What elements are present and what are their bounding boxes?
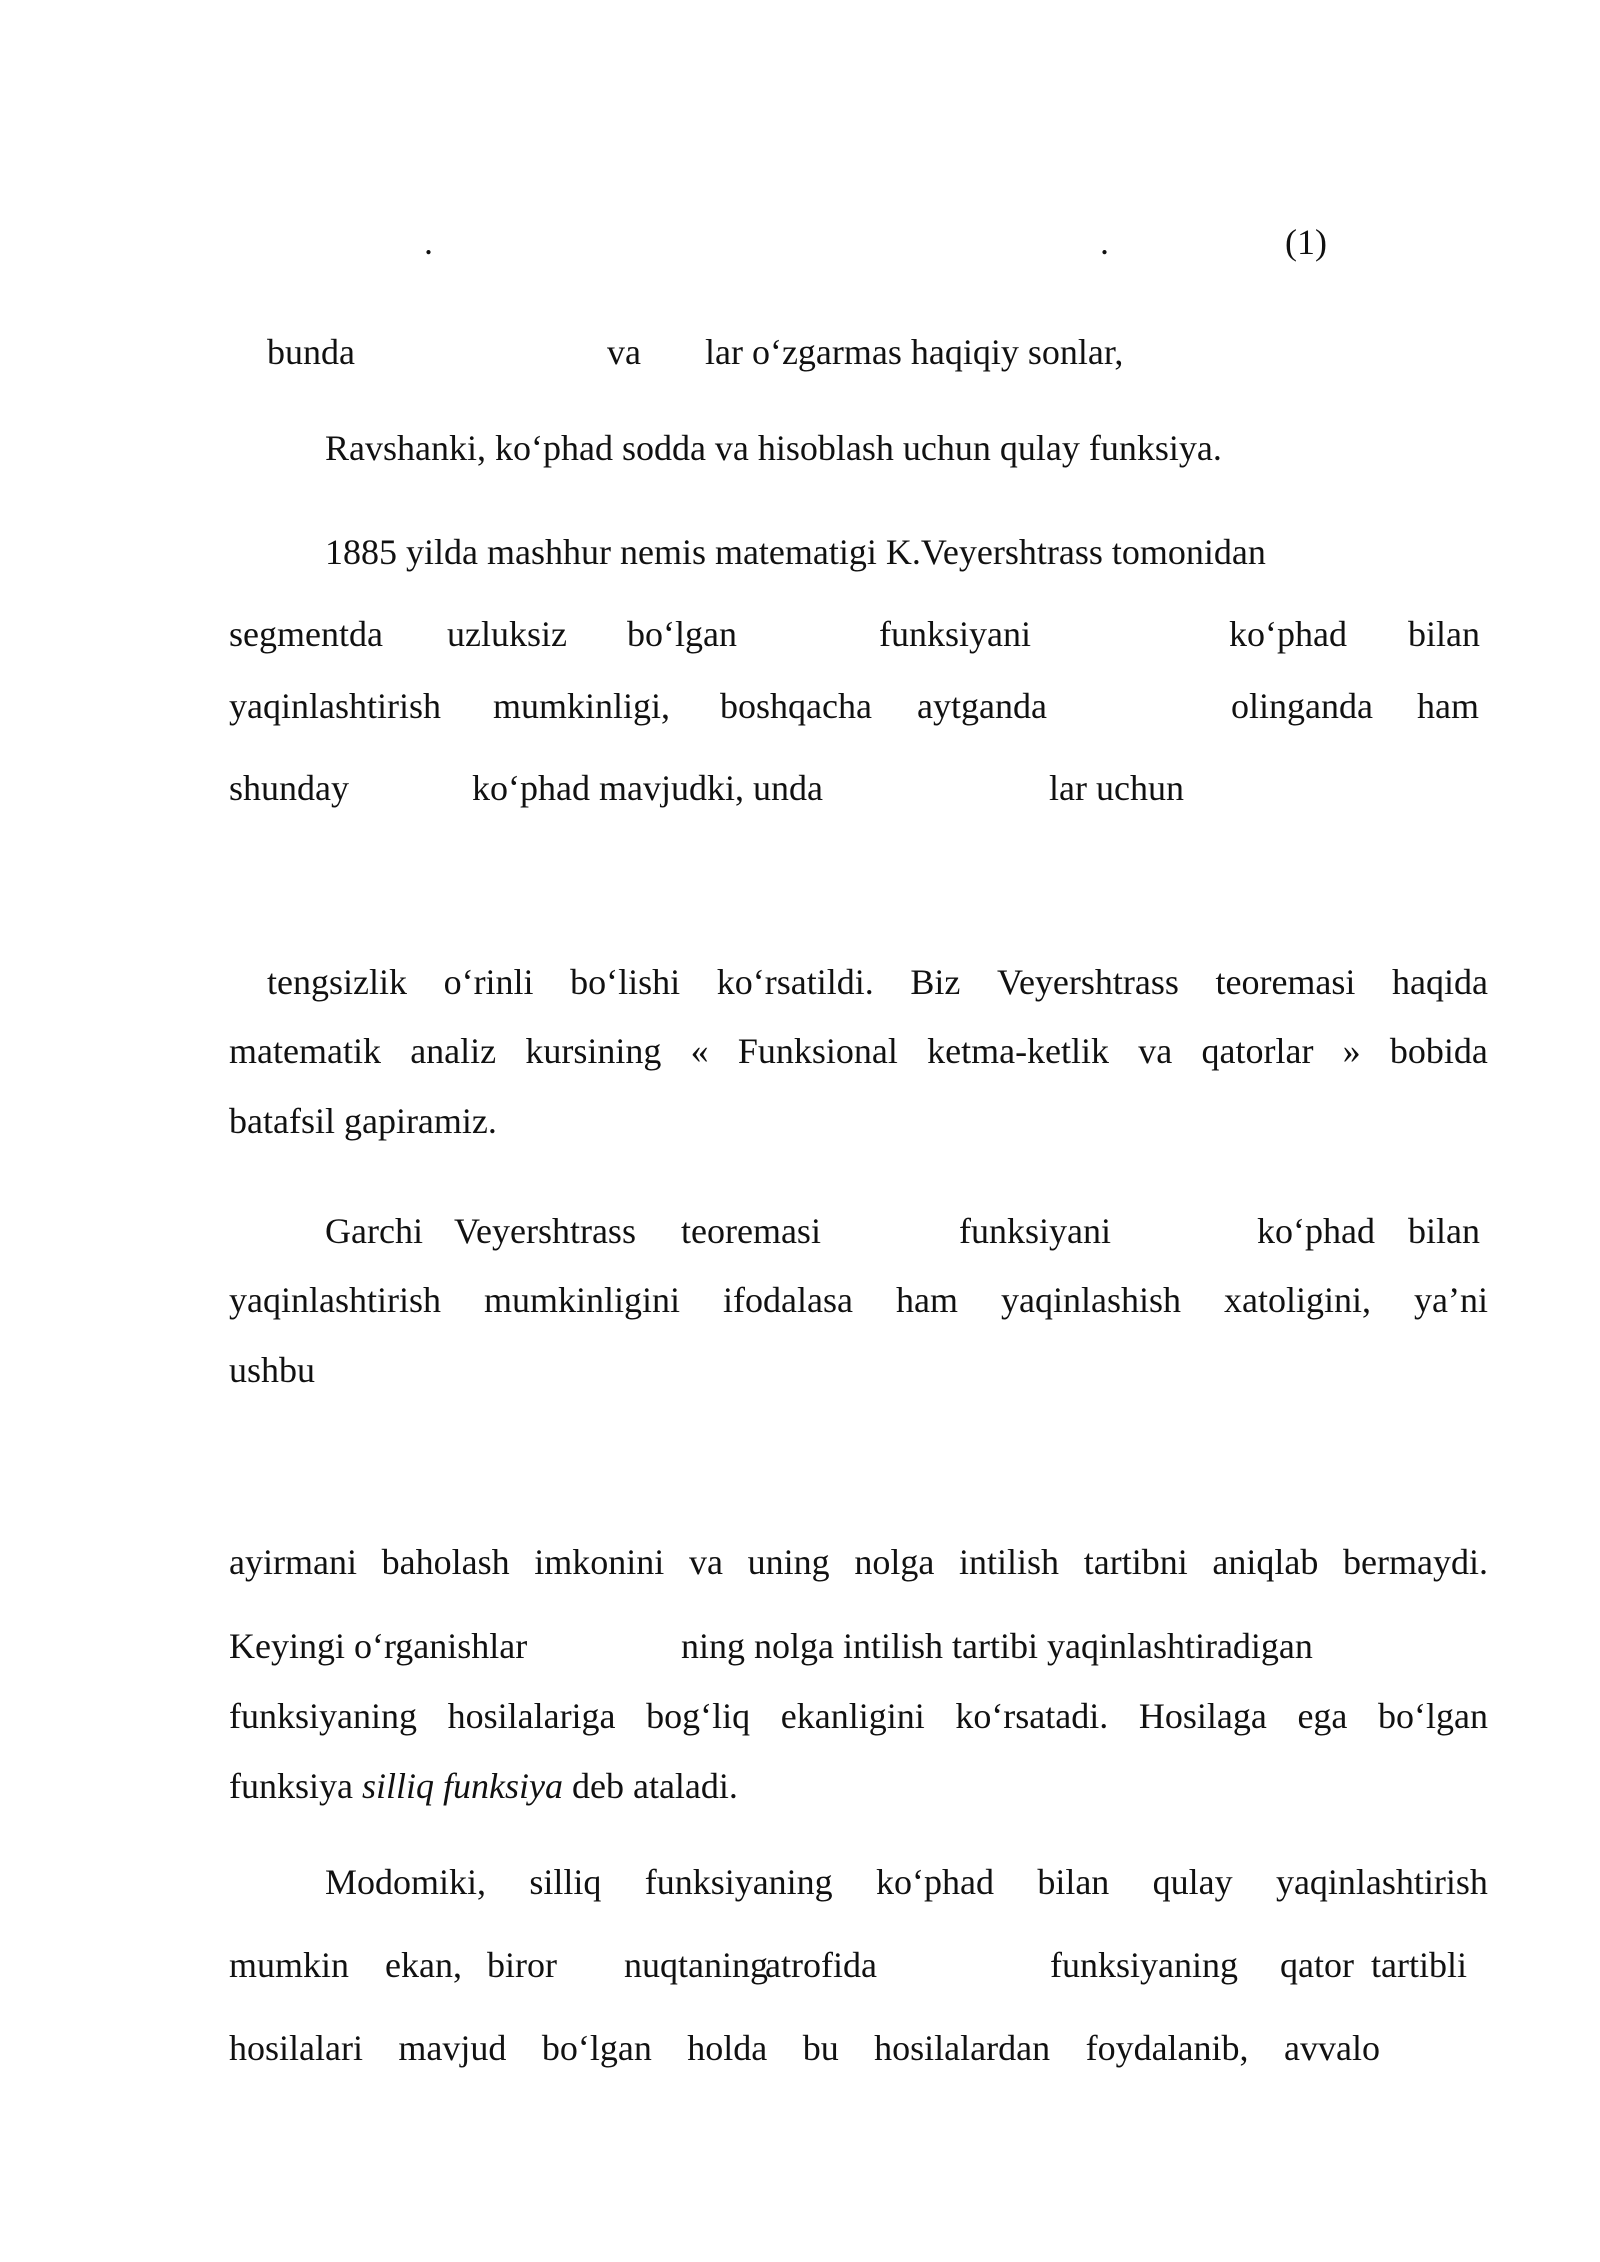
text-va: va bbox=[607, 332, 641, 372]
word: ekan, bbox=[385, 1945, 462, 1985]
word: o‘rinli bbox=[443, 962, 534, 1002]
word: « bbox=[690, 1031, 709, 1071]
word: boshqacha bbox=[720, 686, 872, 726]
text: deb ataladi. bbox=[562, 1766, 738, 1806]
word: mumkinligini bbox=[484, 1280, 681, 1320]
paragraph-tengsizlik-line1 bbox=[267, 960, 1488, 1004]
word: yaqinlashtirish bbox=[1275, 1862, 1488, 1902]
equation-dot: . bbox=[424, 222, 433, 262]
paragraph-tengsizlik-line3: batafsil gapiramiz. bbox=[229, 1101, 497, 1141]
word: mumkin bbox=[229, 1945, 350, 1985]
paragraph-funksiyaning-line: funksiyaning hosilalariga bog‘liq ekanligini ko‘rsatadi. Hosilaga ega bo‘lgan bbox=[229, 1696, 1488, 1736]
paragraph-garchi-line3: ushbu bbox=[229, 1350, 316, 1390]
word: ko‘phad bbox=[876, 1862, 994, 1902]
word: haqida bbox=[1392, 962, 1488, 1002]
word: Veyershtrass bbox=[454, 1211, 636, 1251]
paragraph-keyingi-part2: ning nolga intilish tartibi yaqinlashtiradigan bbox=[681, 1626, 1313, 1666]
word: qator bbox=[1280, 1945, 1354, 1985]
word: bobida bbox=[1389, 1031, 1488, 1071]
word: bo‘lgan bbox=[541, 2028, 652, 2068]
word: Biz bbox=[910, 962, 961, 1002]
word: va bbox=[1138, 1031, 1173, 1071]
word: ko‘phad bbox=[1257, 1211, 1375, 1251]
word: ko‘phad bbox=[1229, 614, 1347, 654]
word: nuqtaning bbox=[624, 1945, 768, 1985]
paragraph-ayirmani-line1: ayirmani baholash imkonini va uning nolga intilish tartibni aniqlab bermaydi. bbox=[229, 1542, 1488, 1582]
word: mumkinligi, bbox=[493, 686, 671, 726]
word: teoremasi bbox=[681, 1211, 821, 1251]
text: funksiya bbox=[229, 1766, 362, 1806]
word: » bbox=[1342, 1031, 1361, 1071]
word: bo‘lishi bbox=[570, 962, 681, 1002]
word: bilan bbox=[1408, 1211, 1480, 1251]
text-bunda: bunda bbox=[267, 332, 355, 372]
word: funksiyani bbox=[959, 1211, 1111, 1251]
paragraph-modomiki-line1 bbox=[325, 1860, 1488, 1904]
word: hosilalardan bbox=[874, 2028, 1051, 2068]
paragraph-modomiki-line3 bbox=[229, 2026, 1380, 2070]
word: ko‘rsatildi. bbox=[716, 962, 874, 1002]
word: mavjud bbox=[398, 2028, 507, 2068]
word: kursining bbox=[525, 1031, 662, 1071]
word: bo‘lgan bbox=[627, 614, 737, 654]
word: Modomiki, bbox=[325, 1862, 487, 1902]
word: yaqinlashtirish bbox=[229, 1280, 441, 1320]
word: avvalo bbox=[1283, 2028, 1380, 2068]
word: hosilalari bbox=[229, 2028, 363, 2068]
word: xatoligini, bbox=[1223, 1280, 1371, 1320]
word: Veyershtrass bbox=[996, 962, 1179, 1002]
word: ham bbox=[1417, 686, 1479, 726]
word: holda bbox=[687, 2028, 768, 2068]
word: yaqinlashtirish bbox=[229, 686, 441, 726]
word: Funksional bbox=[737, 1031, 898, 1071]
paragraph-ravshanki: Ravshanki, ko‘phad sodda va hisoblash uchun qulay funksiya. bbox=[325, 428, 1222, 468]
word: matematik bbox=[229, 1031, 381, 1071]
word: aytganda bbox=[917, 686, 1047, 726]
word: bu bbox=[802, 2028, 839, 2068]
word: tartibli bbox=[1371, 1945, 1467, 1985]
paragraph-silliq-line bbox=[229, 1764, 738, 1808]
paragraph-garchi-line2 bbox=[229, 1278, 1488, 1322]
word: bilan bbox=[1408, 614, 1480, 654]
word: foydalanib, bbox=[1085, 2028, 1249, 2068]
word: lar uchun bbox=[1049, 768, 1184, 808]
word: funksiyaning bbox=[644, 1862, 833, 1902]
text-lar: lar o‘zgarmas haqiqiy sonlar, bbox=[705, 332, 1124, 372]
word: silliq bbox=[529, 1862, 602, 1902]
word: funksiyaning bbox=[1050, 1945, 1238, 1985]
word: analiz bbox=[410, 1031, 497, 1071]
word: tengsizlik bbox=[267, 962, 407, 1002]
word: yaqinlashish bbox=[1000, 1280, 1181, 1320]
word: uzluksiz bbox=[447, 614, 567, 654]
word: teoremasi bbox=[1215, 962, 1356, 1002]
word: shunday bbox=[229, 768, 349, 808]
paragraph-tengsizlik-line2 bbox=[229, 1029, 1488, 1073]
paragraph-keyingi-part1: Keyingi o‘rganishlar bbox=[229, 1626, 528, 1666]
equation-number: (1) bbox=[1285, 222, 1327, 262]
word: ketma-ketlik bbox=[927, 1031, 1110, 1071]
word: qatorlar bbox=[1201, 1031, 1314, 1071]
word: atrofida bbox=[765, 1945, 877, 1985]
word: ifodalasa bbox=[723, 1280, 853, 1320]
word: ham bbox=[895, 1280, 958, 1320]
word: segmentda bbox=[229, 614, 383, 654]
word: qulay bbox=[1152, 1862, 1233, 1902]
paragraph-veyershtrass-line1: 1885 yilda mashhur nemis matematigi K.Veyershtrass tomonidan bbox=[325, 532, 1266, 572]
word: Garchi bbox=[325, 1211, 423, 1251]
word: funksiyani bbox=[879, 614, 1031, 654]
word: olinganda bbox=[1231, 686, 1373, 726]
word: ya’ni bbox=[1414, 1280, 1488, 1320]
word: bilan bbox=[1037, 1862, 1110, 1902]
equation-dot: . bbox=[1100, 222, 1109, 262]
word: ko‘phad mavjudki, unda bbox=[472, 768, 823, 808]
word: biror bbox=[487, 1945, 557, 1985]
italic-term: silliq funksiya bbox=[361, 1766, 563, 1806]
